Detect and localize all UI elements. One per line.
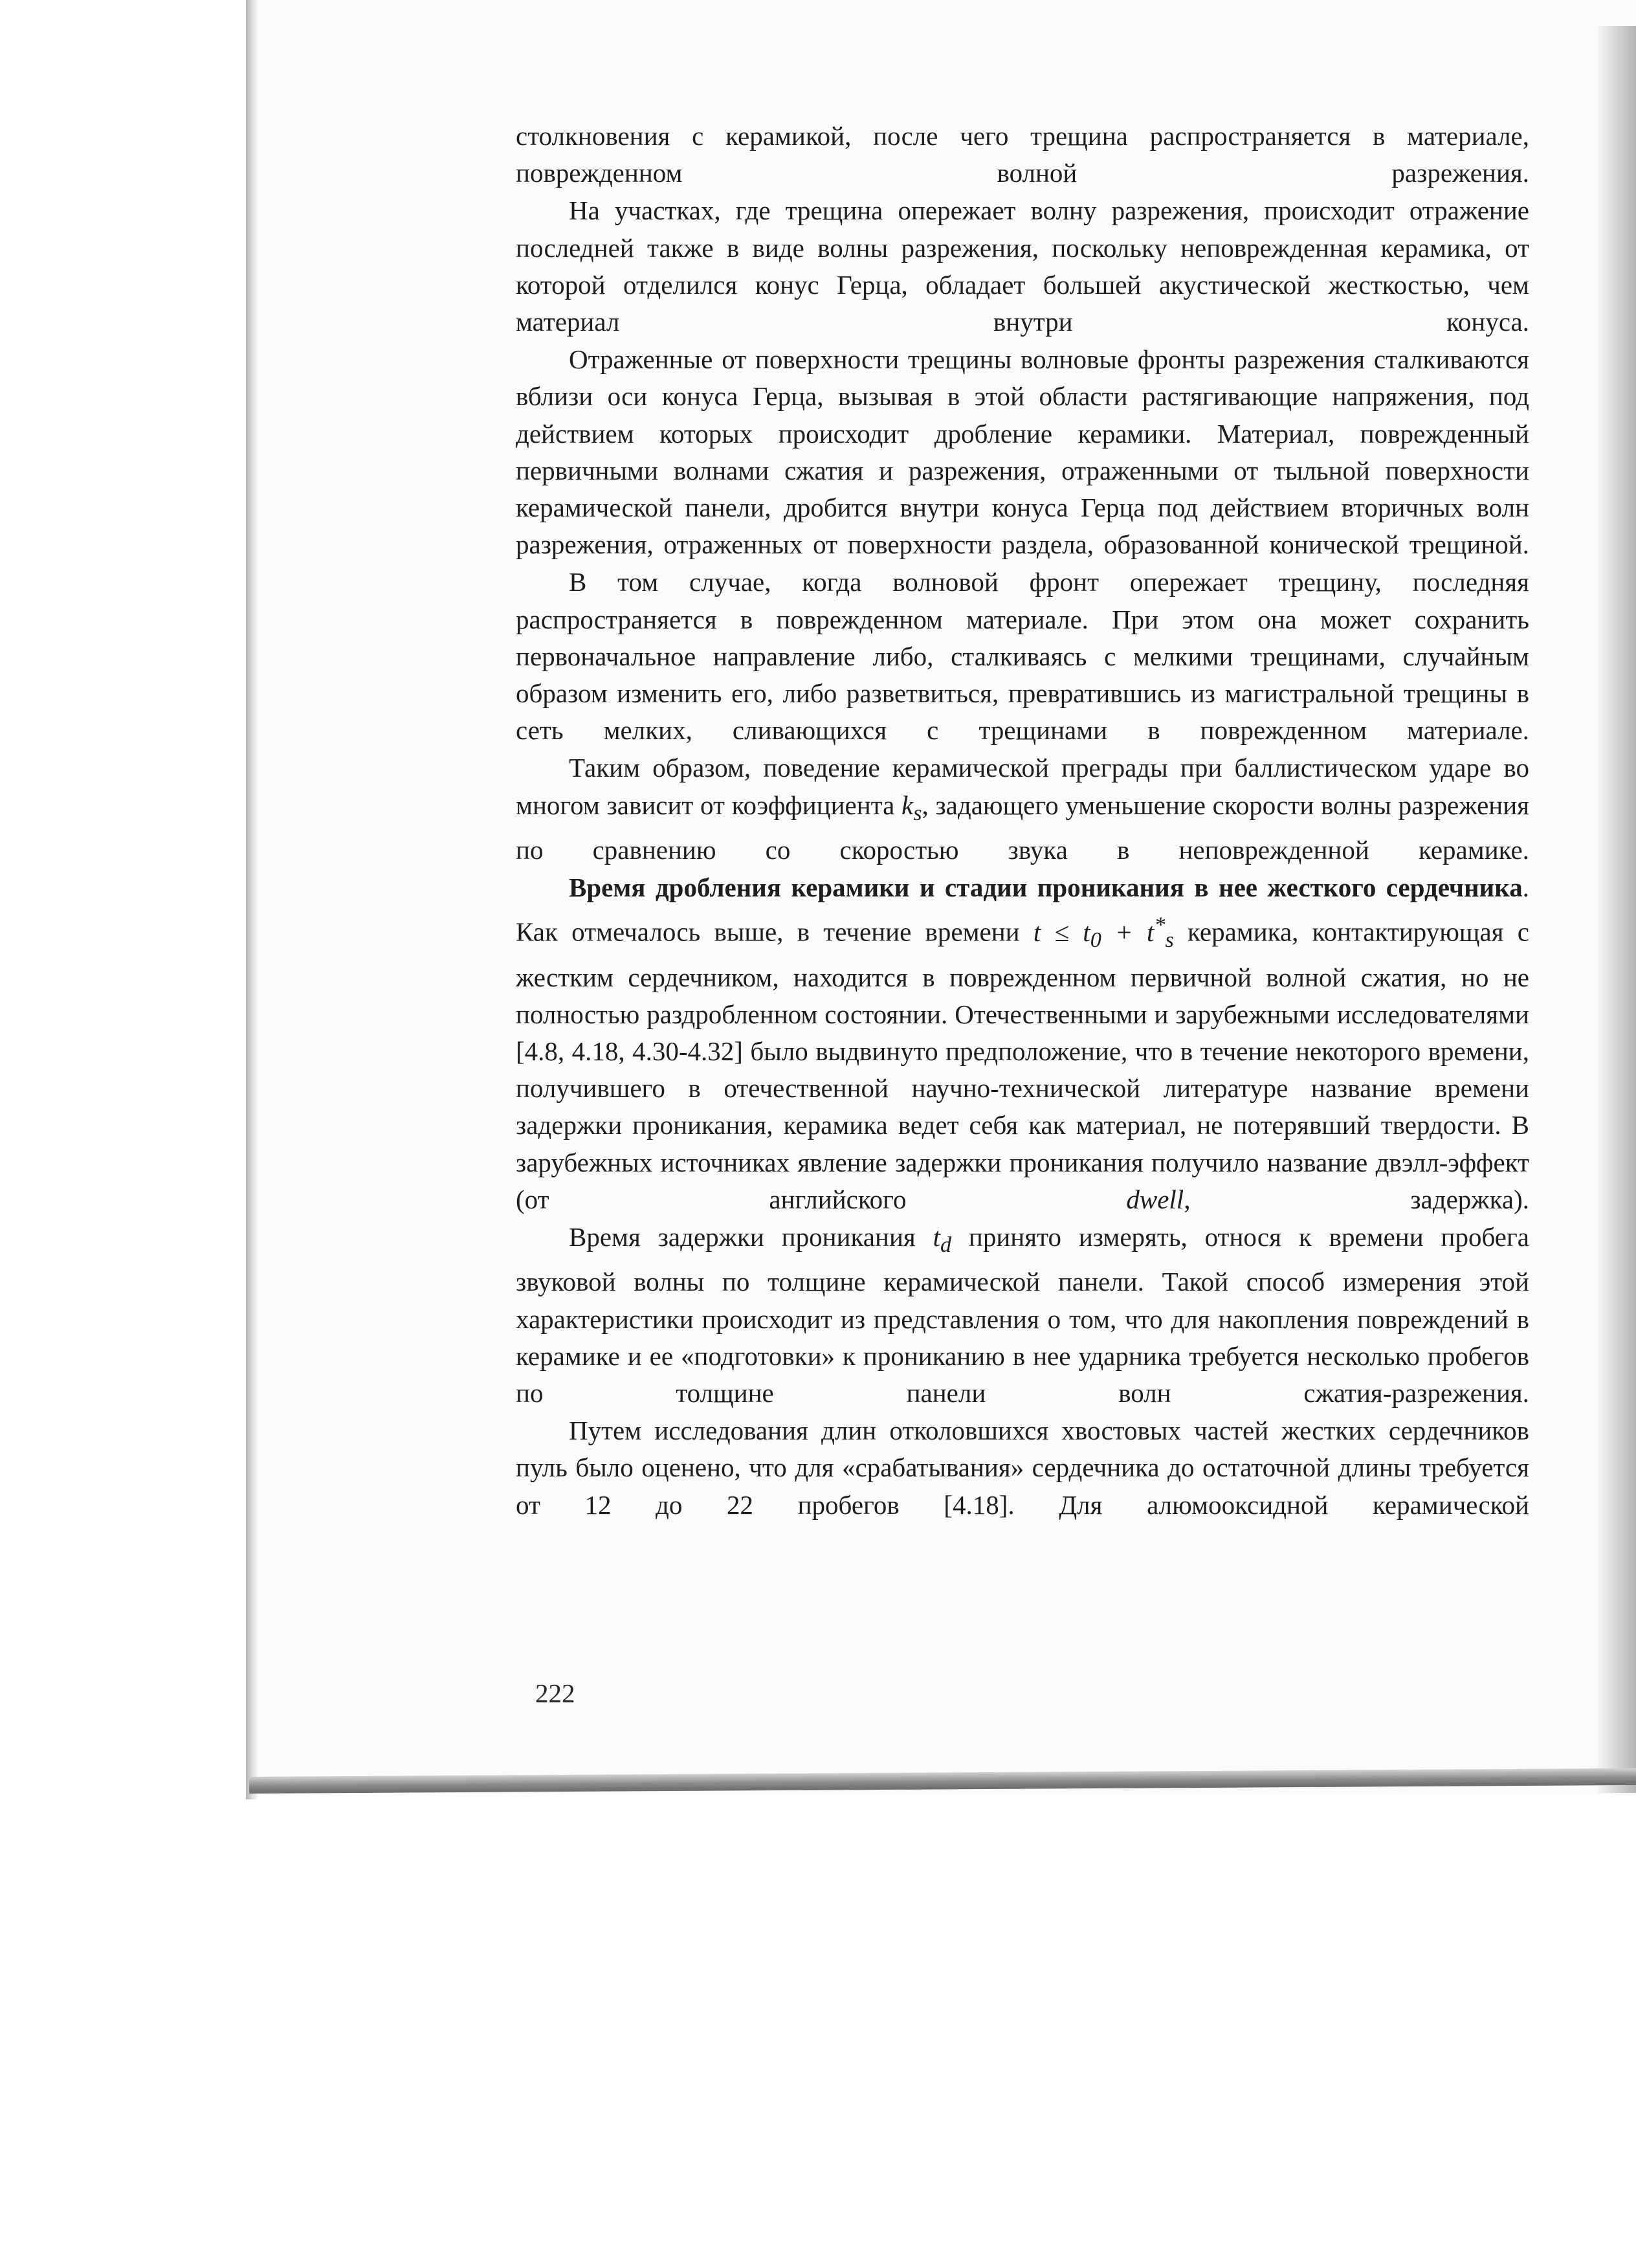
formula-subscript-s: s <box>1165 928 1174 953</box>
paragraph-1: столкновения с керамикой, после чего трещина распространяется в материале, поврежденном волной разрежения. <box>516 121 1529 188</box>
formula-plus-term: + t <box>1101 917 1155 948</box>
paragraph-5-text-start: Таким образом, поведение керамической преграды при баллистическом ударе во многом зависит от коэффициента <box>516 753 1529 820</box>
coefficient-symbol <box>901 790 922 825</box>
paragraph-7-text-end: принято измерять, относя к времени пробега звуковой волны по толщине керамической панели. Такой способ измерения этой характеристики происходит из представления о том, что для накопления повреждений в керамике и ее «подготовки» к прониканию в нее ударника требуется несколько пробегов по толщине панели волн сжатия-разрежения. <box>516 1221 1529 1408</box>
paragraph-8: Путем исследования длин отколовшихся хвостовых частей жестких сердечников пуль было оценено, что для «срабатывания» сердечника до остаточной длины требуется от 12 до 22 пробегов [4.18]. Для алюмооксидной керамической <box>516 1416 1529 1520</box>
paragraph-6-text-end: , задержка). <box>1184 1184 1530 1214</box>
delay-time-symbol-subscript: d <box>940 1233 952 1258</box>
paragraph-7-text-start: Время задержки проникания <box>569 1221 933 1252</box>
coefficient-symbol-subscript: s <box>913 801 922 825</box>
paragraph-4: В том случае, когда волновой фронт опережает трещину, последняя распространяется в поврежденном материале. При этом она может сохранить первоначальное направление либо, сталкиваясь с мелкими трещинами, случайным образом изменить его, либо разветвиться, превратившись из магистральной трещины в сеть мелких, сливающихся с трещинами в поврежденном материале. <box>516 567 1529 746</box>
page-number: 222 <box>535 1678 575 1708</box>
formula-lhs: t ≤ t <box>1033 917 1090 948</box>
section-run-in-heading: Время дробления керамики и стадии проникания в нее жесткого сердечника <box>569 873 1523 903</box>
paragraph-6 <box>516 869 1529 1218</box>
delay-time-symbol-main: t <box>933 1221 940 1252</box>
paragraph-7 <box>516 1219 1529 1412</box>
paragraph-5 <box>516 750 1529 869</box>
body-text <box>516 118 1529 1524</box>
english-term: dwell <box>1126 1184 1184 1214</box>
formula-superscript-star: * <box>1154 913 1166 937</box>
paragraph-2: На участках, где трещина опережает волну разрежения, происходит отражение последней также в виде волны разрежения, поскольку неповрежденная керамика, от которой отделился конус Герца, обладает большей акустической жесткостью, чем материал внутри конуса. <box>516 195 1529 337</box>
paragraph-5-text-end: , задающего уменьшение скорости волны разрежения по сравнению со скоростью звука в неповрежденной керамике. <box>516 790 1530 865</box>
paragraph-6-text-start: . Как отмечалось выше, в течение времени <box>516 873 1529 948</box>
delay-time-symbol <box>933 1221 952 1258</box>
paragraph-6-text-middle: керамика, контактирующая с жестким сердечником, находится в поврежденном первичной волной сжатия, но не полностью раздробленном состоянии. Отечественными и зарубежными исследователями [4.8, 4.18, 4.30-4.32] было выдвинуто предположение, что в течение некоторого времени, получившего в отечественной научно-технической литературе название времени задержки проникания, керамика ведет себя как материал, не потерявший твердости. В зарубежных источниках явление задержки проникания получило название двэлл-эффект (от английского <box>516 917 1529 1214</box>
time-inequality-formula <box>1033 913 1174 953</box>
coefficient-symbol-main: k <box>901 790 914 820</box>
page-left-edge-shadow <box>246 0 258 1799</box>
paragraph-3: Отраженные от поверхности трещины волновые фронты разрежения сталкиваются вблизи оси конуса Герца, вызывая в этой области растягивающие напряжения, под действием которых происходит дробление керамики. Материал, поврежденный первичными волнами сжатия и разрежения, отраженными от тыльной поверхности керамической панели, дробится внутри конуса Герца под действием вторичных волн разрежения, отраженных от поверхности раздела, образованной конической трещиной. <box>516 344 1529 560</box>
page-right-edge-shadow <box>1597 26 1636 1793</box>
formula-subscript-zero: 0 <box>1090 928 1101 953</box>
